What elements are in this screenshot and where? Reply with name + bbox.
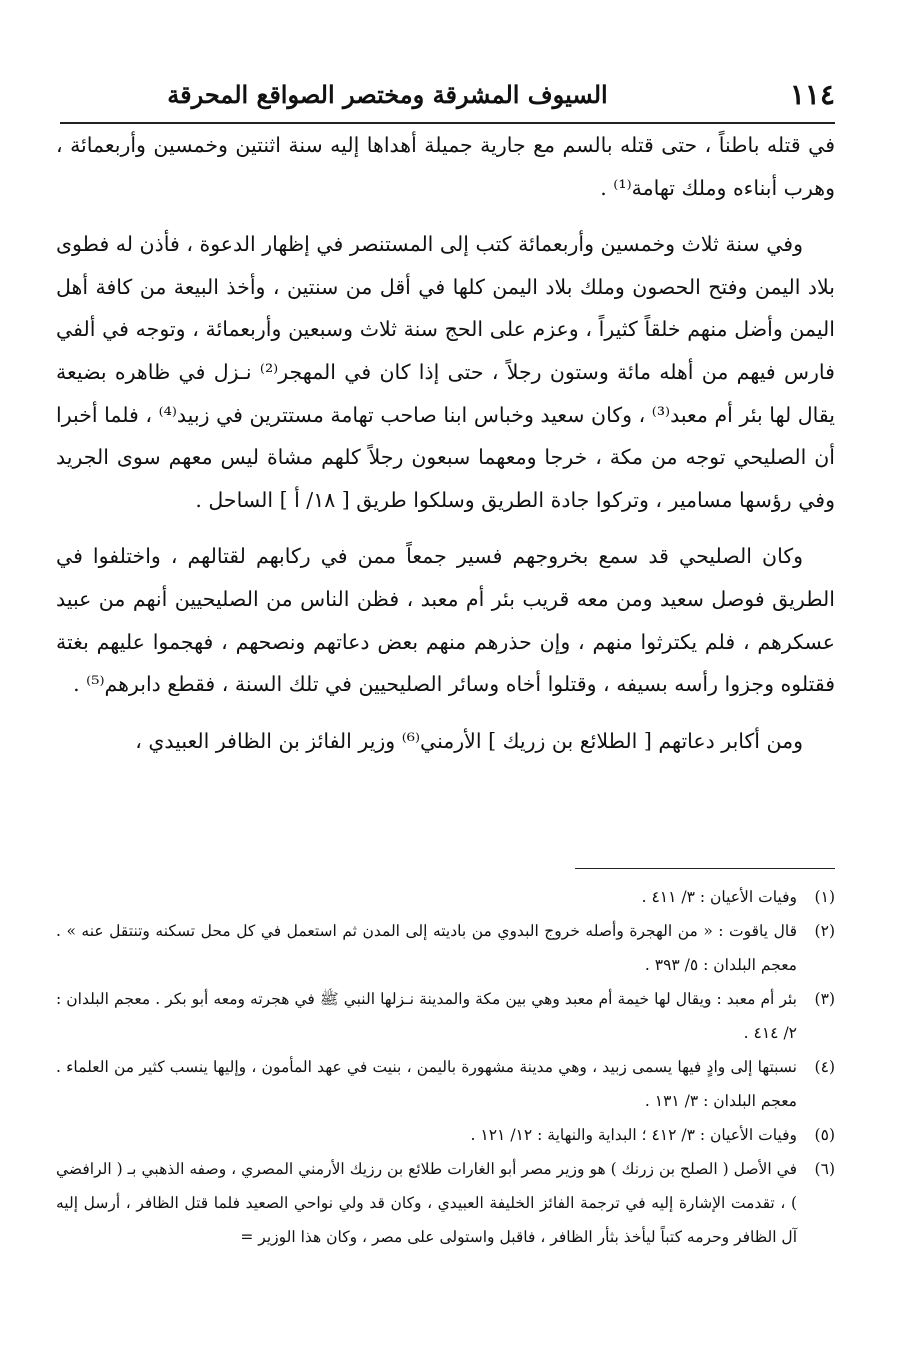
page-number: ١١٤ xyxy=(789,78,835,111)
footnote-number: (٣) xyxy=(814,990,835,1008)
footnote-number: (٥) xyxy=(814,1126,835,1144)
footnote xyxy=(56,914,835,982)
footnote-text: وفيات الأعيان : ٣/ ٤١٢ ؛ البداية والنهاية : ١٢/ ١٢١ . xyxy=(470,1126,797,1144)
footnote xyxy=(56,982,835,1050)
footnote-number: (٢) xyxy=(814,922,835,940)
footnote xyxy=(56,1118,835,1152)
paragraph: وفي سنة ثلاث وخمسين وأربعمائة كتب إلى المستنصر في إظهار الدعوة ، فأذن له فطوى بلاد اليمن وفتح الحصون وملك بلاد اليمن كلها في أقل من سنتين ، وأخذ البيعة من كافة أهل اليمن وأضل منهم خلقاً كثيراً ، وعزم على الحج سنة ثلاث وسبعين وأربعمائة ، وتوجه في ألفي فارس فيهم من أهله مائة وستون رجلاً ، حتى إذا كان في المهجر⁽²⁾ نـزل في ظاهره بضيعة يقال لها بئر أم معبد⁽³⁾ ، وكان سعيد وخباس ابنا صاحب تهامة مستترين في زبيد⁽⁴⁾ ، فلما أخبرا أن الصليحي توجه من مكة ، خرجا ومعهما سبعون رجلاً كلهم مشاة ليس معهم سوى الجريد وفي رؤسها مسامير ، وتركوا جادة الطريق وسلكوا طريق [ ١٨/ أ ] الساحل . xyxy=(56,232,835,512)
footnotes xyxy=(56,880,835,1254)
footnote-number: (٦) xyxy=(814,1160,835,1178)
footnote-text: نسبتها إلى وادٍ فيها يسمى زبيد ، وهي مدينة مشهورة باليمن ، بنيت في عهد المأمون ، وإليها ينسب كثير من العلماء . معجم البلدان : ٣/ ١٣١ . xyxy=(56,1058,797,1110)
page-header xyxy=(60,72,835,124)
footnote xyxy=(56,1152,835,1254)
footnote-divider xyxy=(575,868,835,869)
paragraph: وكان الصليحي قد سمع بخروجهم فسير جمعاً ممن في ركابهم لقتالهم ، واختلفوا في الطريق فوصل سعيد ومن معه قريب بئر أم معبد ، فظن الناس من الصليحيين أنهم من عبيد عسكرهم ، فلم يكترثوا منهم ، وإن حذرهم منهم بعض دعاتهم ونصحهم ، فهجموا عليهم بغتة فقتلوه وجزوا رأسه بسيفه ، وقتلوا أخاه وسائر الصليحيين في تلك السنة ، فقطع دابرهم⁽⁵⁾ . xyxy=(56,544,835,697)
footnote-text: بئر أم معبد : ويقال لها خيمة أم معبد وهي بين مكة والمدينة نـزلها النبي ﷺ في هجرته ومعه أبو بكر . معجم البلدان : ٢/ ٤١٤ . xyxy=(56,990,797,1042)
main-text xyxy=(56,124,835,776)
paragraph: ومن أكابر دعاتهم [ الطلائع بن زريك ] الأرمني⁽⁶⁾ وزير الفائز بن الظافر العبيدي ، xyxy=(135,728,803,753)
footnote xyxy=(56,880,835,914)
footnote-number: (٤) xyxy=(814,1058,835,1076)
footnote-number: (١) xyxy=(814,888,835,906)
footnote xyxy=(56,1050,835,1118)
footnote-text: وفيات الأعيان : ٣/ ٤١١ . xyxy=(641,888,797,906)
footnote-text: قال ياقوت : « من الهجرة وأصله خروج البدوي من باديته إلى المدن ثم استعمل في كل محل تسكنه وتنتقل عنه » . معجم البلدان : ٥/ ٣٩٣ . xyxy=(56,922,797,974)
running-title: السيوف المشرقة ومختصر الصواقع المحرقة xyxy=(167,80,608,109)
footnote-text: في الأصل ( الصلح بن زرنك ) هو وزير مصر أبو الغارات طلائع بن رزيك الأرمني المصري ، وصفه الذهبي بـ ( الرافضي ) ، تقدمت الإشارة إليه في ترجمة الفائز الخليفة العبيدي ، وكان قد ولي نواحي الصعيد فلما قتل الظافر ، أرسل إليه آل الظافر وحرمه كتباً ليأخذ بثأر الظافر ، فاقبل واستولى على مصر ، وكان هذا الوزير = xyxy=(56,1160,797,1246)
paragraph: في قتله باطناً ، حتى قتله بالسم مع جارية جميلة أهداها إليه سنة اثنتين وخمسين وأربعمائة ، وهرب أبناءه وملك تهامة⁽¹⁾ . xyxy=(56,133,835,200)
